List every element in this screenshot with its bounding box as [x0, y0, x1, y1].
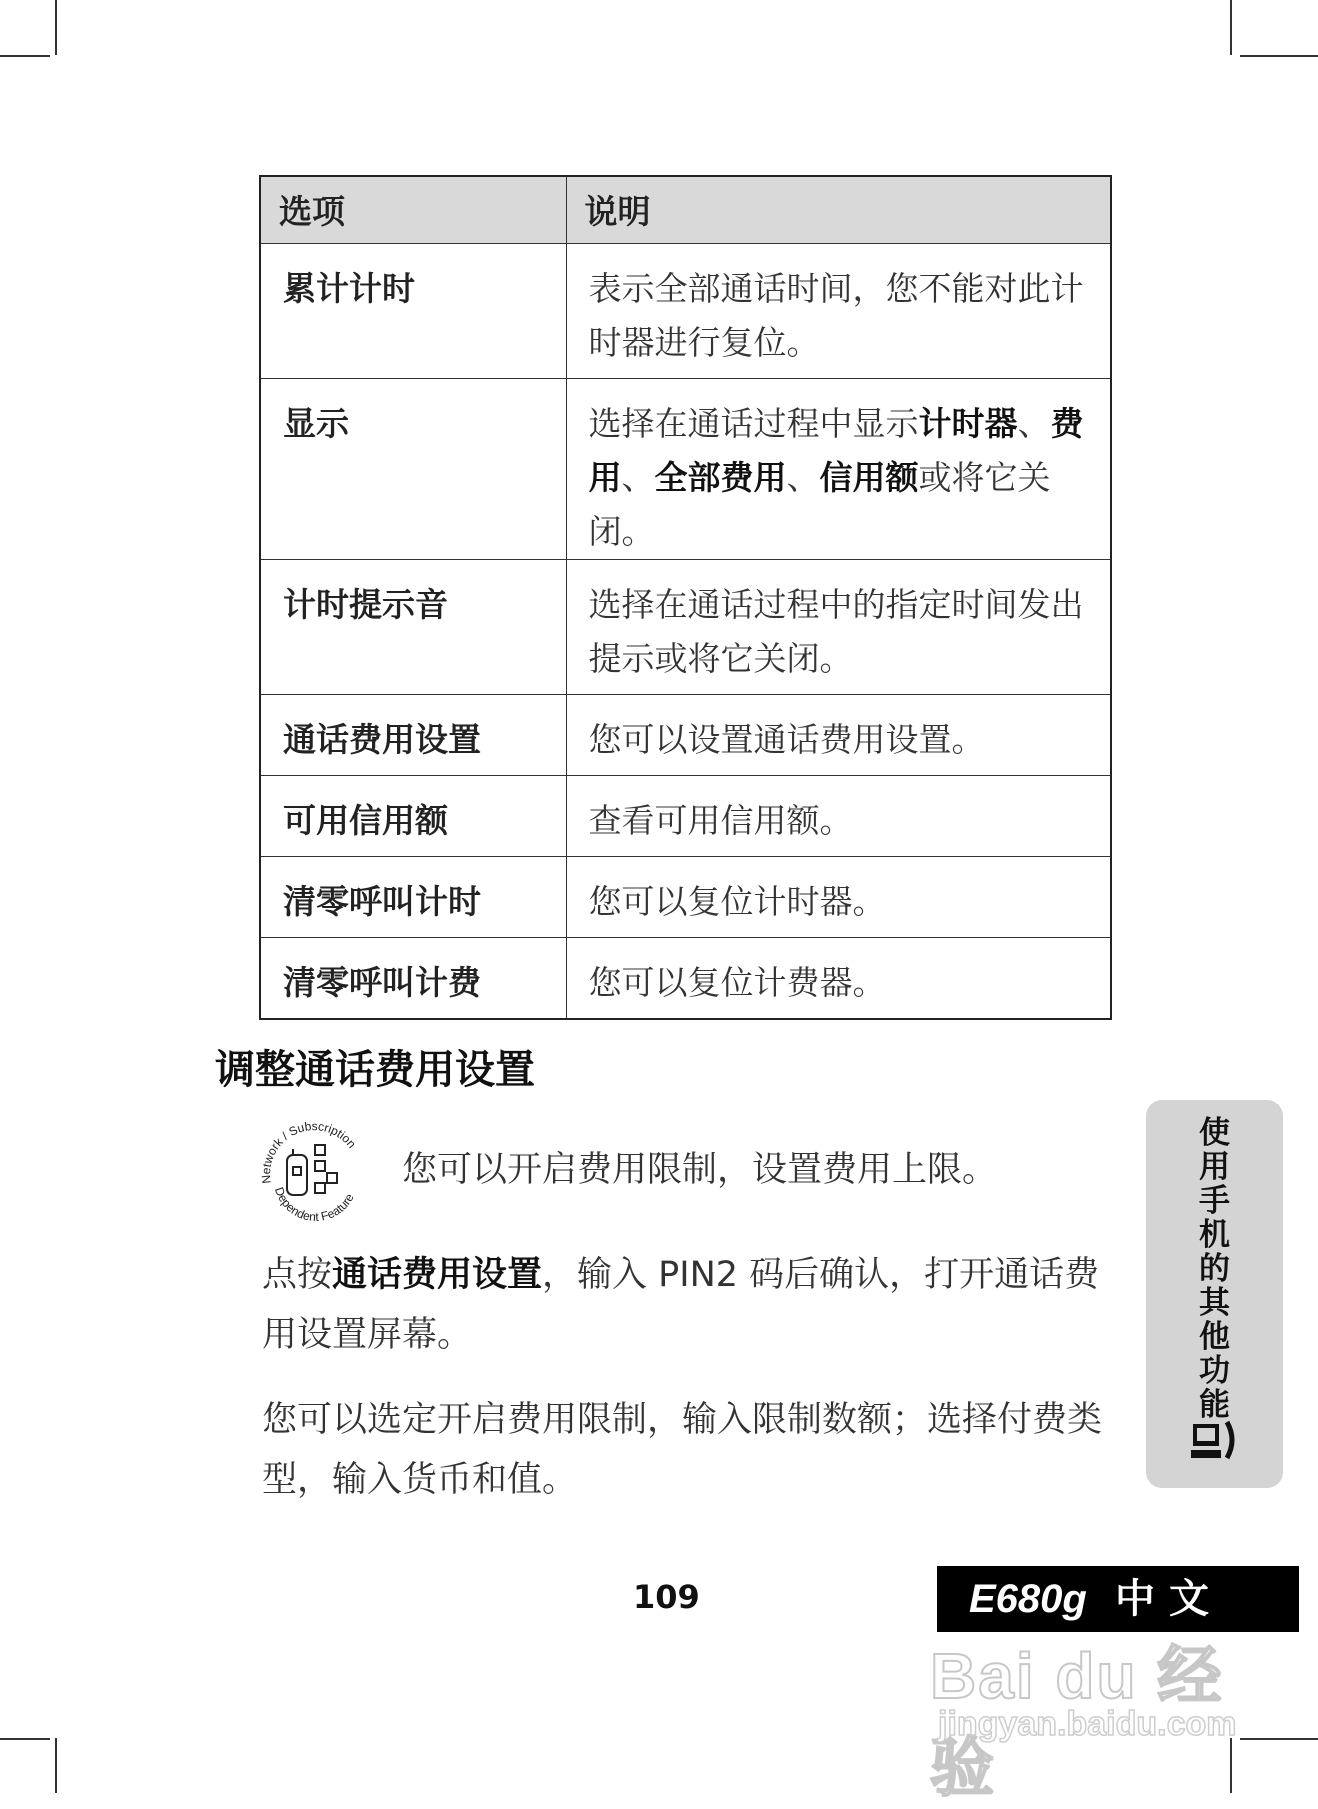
language-label: 中文 — [1115, 1577, 1223, 1621]
option-desc: 选择在通话过程中显示计时器、费用、全部费用、信用额或将它关闭。 — [566, 379, 1111, 560]
option-name: 清零呼叫计费 — [260, 938, 566, 1020]
crop-mark — [0, 55, 50, 57]
phone-computer-icon — [1191, 1418, 1239, 1462]
page-number: 109 — [633, 1578, 700, 1616]
options-table — [259, 175, 1112, 1020]
svg-text:Dependent Feature: Dependent Feature — [271, 1185, 357, 1225]
table-row — [260, 776, 1111, 857]
crop-mark — [1230, 0, 1232, 55]
network-dependent-feature-icon — [257, 1117, 372, 1232]
crop-mark — [55, 1738, 57, 1793]
chapter-label: 使用手机的其他功能 — [1199, 1115, 1230, 1423]
option-desc: 选择在通话过程中的指定时间发出提示或将它关闭。 — [566, 560, 1111, 695]
intro-text: 您可以开启费用限制，设置费用上限。 — [402, 1150, 998, 1190]
table-header-row — [260, 176, 1111, 244]
table-row — [260, 379, 1111, 560]
crop-mark — [1240, 55, 1318, 57]
option-desc: 您可以复位计时器。 — [566, 857, 1111, 938]
option-name: 可用信用额 — [260, 776, 566, 857]
table-row — [260, 938, 1111, 1020]
option-desc: 查看可用信用额。 — [566, 776, 1111, 857]
crop-mark — [55, 0, 57, 55]
table-row — [260, 244, 1111, 379]
detail-paragraph: 您可以选定开启费用限制，输入限制数额；选择付费类型，输入货币和值。 — [262, 1400, 1103, 1500]
option-name: 计时提示音 — [260, 560, 566, 695]
table-row — [260, 695, 1111, 776]
option-desc: 您可以复位计费器。 — [566, 938, 1111, 1020]
model-banner — [937, 1566, 1299, 1632]
option-name: 通话费用设置 — [260, 695, 566, 776]
instruction-paragraph: 点按通话费用设置，输入 PIN2 码后确认，打开通话费用设置屏幕。 — [262, 1255, 1100, 1355]
section-title: 调整通话费用设置 — [215, 1046, 535, 1093]
header-option: 选项 — [260, 176, 566, 244]
chapter-side-tab — [1146, 1100, 1283, 1488]
watermark-url: jingyan.baidu.com — [938, 1705, 1237, 1743]
option-name: 累计计时 — [260, 244, 566, 379]
baidu-watermark — [930, 1625, 1270, 1804]
option-desc: 您可以设置通话费用设置。 — [566, 695, 1111, 776]
model-name: E680g — [969, 1577, 1087, 1621]
header-description: 说明 — [566, 176, 1111, 244]
table-row — [260, 857, 1111, 938]
option-name: 清零呼叫计时 — [260, 857, 566, 938]
option-desc: 表示全部通话时间，您不能对此计时器进行复位。 — [566, 244, 1111, 379]
svg-text:Network / Subscription: Network / Subscription — [258, 1119, 359, 1185]
watermark-logo-text: Bai du 经验 — [930, 1640, 1224, 1804]
table-row — [260, 560, 1111, 695]
crop-mark — [0, 1738, 50, 1740]
option-name: 显示 — [260, 379, 566, 560]
